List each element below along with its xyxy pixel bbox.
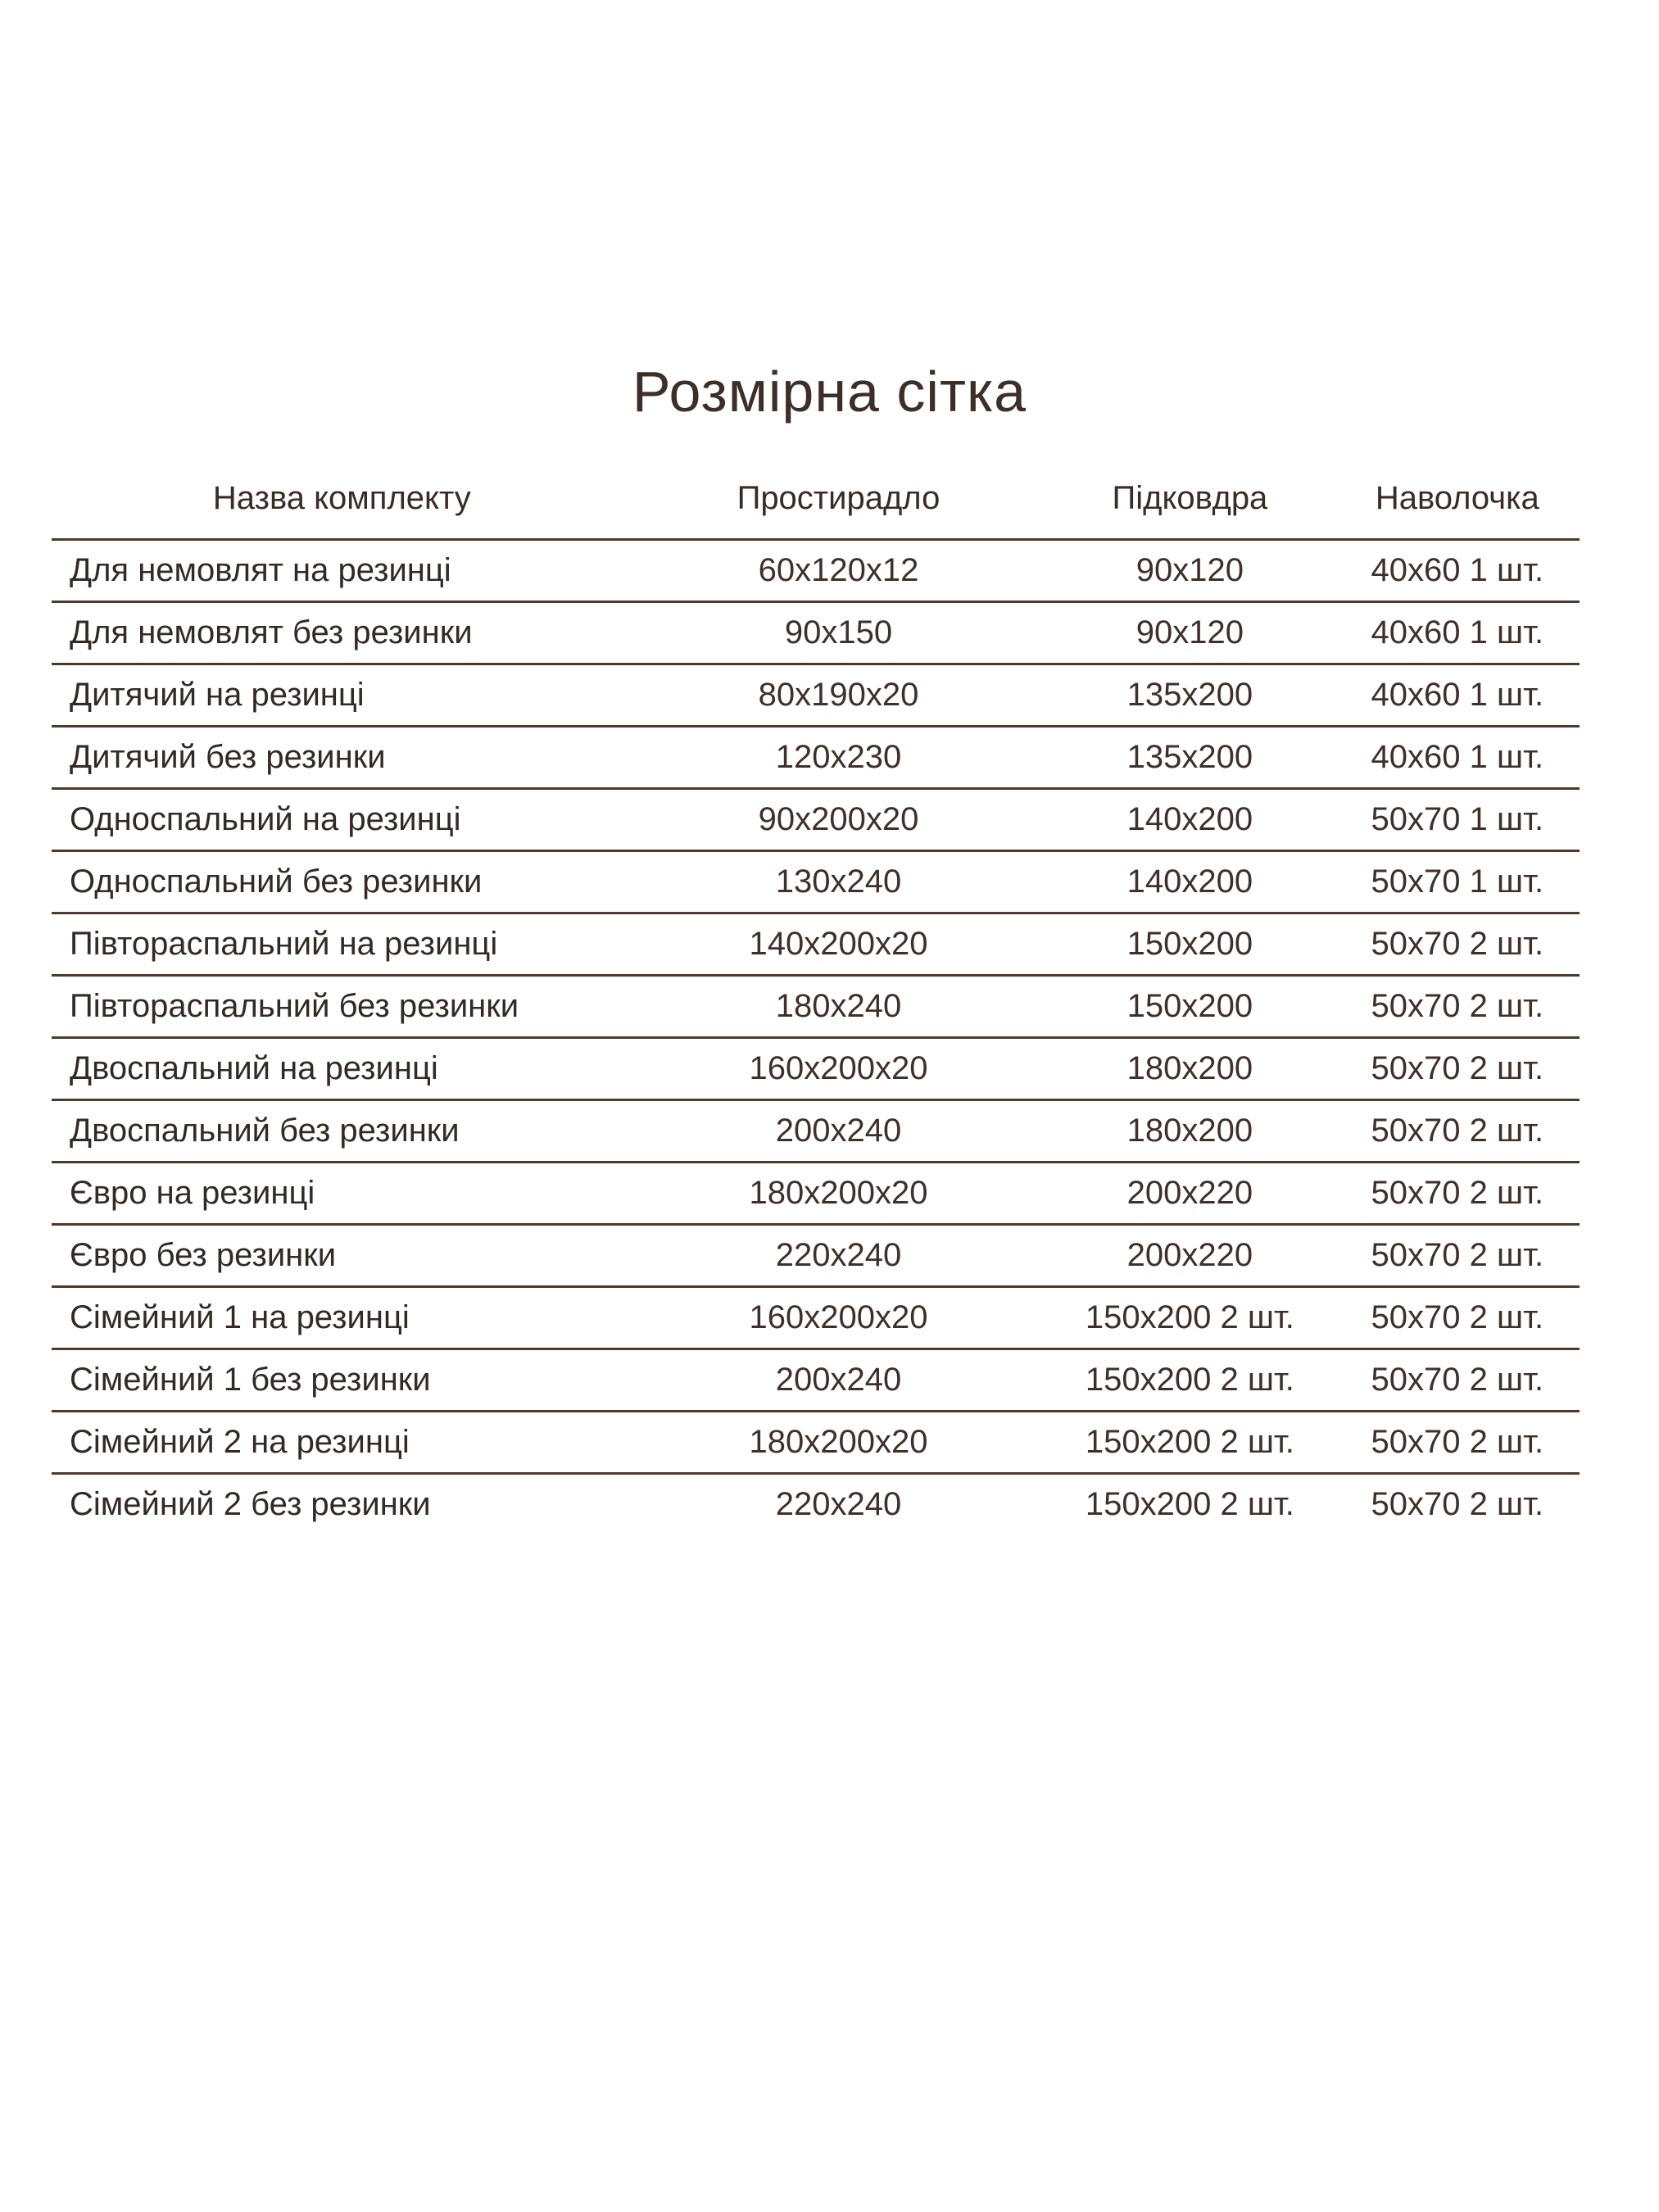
duvet-cover-cell: 135х200 (1126, 676, 1253, 713)
column-header-sheet: Простирадло (737, 480, 941, 517)
pillowcase-cell: 50х70 2 шт. (1371, 1049, 1544, 1086)
pillowcase-cell: 50х70 2 шт. (1371, 1299, 1544, 1335)
pillowcase-cell: 50х70 2 шт. (1371, 1236, 1544, 1273)
table-row (52, 913, 1580, 975)
set-name-cell: Сімейний 2 без резинки (70, 1486, 431, 1523)
pillowcase-cell: 50х70 2 шт. (1371, 1486, 1544, 1523)
pillowcase-cell: 50х70 2 шт. (1371, 1112, 1544, 1149)
table-row (52, 788, 1580, 850)
page-title: Розмірна сітка (632, 360, 1027, 424)
sheet-cell: 120х230 (775, 738, 902, 775)
set-name-cell: Двоспальний на резинці (70, 1049, 438, 1086)
table-body (52, 539, 1580, 1535)
duvet-cover-cell: 200х220 (1126, 1236, 1253, 1273)
set-name-cell: Односпальний на резинці (70, 800, 461, 837)
sheet-cell: 220х240 (775, 1236, 902, 1273)
duvet-cover-cell: 140х200 (1126, 800, 1253, 837)
duvet-cover-cell: 140х200 (1126, 863, 1253, 900)
column-header-duvet-cover: Підковдра (1112, 480, 1268, 517)
set-name-cell: Сімейний 1 без резинки (70, 1361, 431, 1398)
set-name-cell: Євро без резинки (70, 1236, 337, 1273)
set-name-cell: Для немовлят на резинці (70, 551, 451, 588)
set-name-cell: Для немовлят без резинки (70, 614, 473, 650)
sheet-cell: 160х200х20 (749, 1049, 928, 1086)
table-row (52, 975, 1580, 1037)
table-row (52, 539, 1580, 601)
table-row (52, 1224, 1580, 1286)
duvet-cover-cell: 90х120 (1135, 551, 1244, 588)
set-name-cell: Дитячий без резинки (70, 738, 386, 775)
table-row (52, 1099, 1580, 1162)
pillowcase-cell: 40х60 1 шт. (1371, 738, 1544, 775)
duvet-cover-cell: 150х200 (1126, 987, 1253, 1024)
set-name-cell: Двоспальний без резинки (70, 1112, 460, 1149)
sheet-cell: 90х150 (784, 614, 893, 650)
table-header-row (52, 470, 1580, 539)
sheet-cell: 200х240 (775, 1361, 902, 1398)
table-row (52, 1473, 1580, 1535)
pillowcase-cell: 50х70 1 шт. (1371, 800, 1544, 837)
table-row (52, 1286, 1580, 1349)
table-row (52, 726, 1580, 788)
set-name-cell: Односпальний без резинки (70, 863, 483, 900)
duvet-cover-cell: 135х200 (1126, 738, 1253, 775)
duvet-cover-cell: 200х220 (1126, 1174, 1253, 1211)
sheet-cell: 140х200х20 (749, 925, 928, 962)
pillowcase-cell: 50х70 2 шт. (1371, 987, 1544, 1024)
set-name-cell: Дитячий на резинці (70, 676, 365, 713)
pillowcase-cell: 50х70 2 шт. (1371, 1423, 1544, 1460)
column-header-set-name: Назва комплекту (212, 480, 471, 517)
sheet-cell: 60х120х12 (758, 551, 919, 588)
set-name-cell: Півтораспальний без резинки (70, 987, 519, 1024)
pillowcase-cell: 40х60 1 шт. (1371, 676, 1544, 713)
table-row (52, 1411, 1580, 1473)
sheet-cell: 200х240 (775, 1112, 902, 1149)
sheet-cell: 160х200х20 (749, 1299, 928, 1335)
sheet-cell: 220х240 (775, 1486, 902, 1523)
duvet-cover-cell: 180х200 (1126, 1049, 1253, 1086)
sheet-cell: 180х200х20 (749, 1174, 928, 1211)
set-name-cell: Євро на резинці (70, 1174, 315, 1211)
set-name-cell: Півтораспальний на резинці (70, 925, 498, 962)
pillowcase-cell: 40х60 1 шт. (1371, 551, 1544, 588)
table-row (52, 601, 1580, 664)
pillowcase-cell: 40х60 1 шт. (1371, 614, 1544, 650)
table-row (52, 1349, 1580, 1411)
pillowcase-cell: 50х70 2 шт. (1371, 1361, 1544, 1398)
duvet-cover-cell: 150х200 2 шт. (1085, 1486, 1294, 1523)
duvet-cover-cell: 180х200 (1126, 1112, 1253, 1149)
table-row (52, 664, 1580, 726)
sheet-cell: 80х190х20 (758, 676, 919, 713)
sheet-cell: 180х200х20 (749, 1423, 928, 1460)
set-name-cell: Сімейний 2 на резинці (70, 1423, 410, 1460)
table-row (52, 850, 1580, 913)
pillowcase-cell: 50х70 1 шт. (1371, 863, 1544, 900)
sheet-cell: 130х240 (775, 863, 902, 900)
size-table (52, 470, 1580, 1535)
sheet-cell: 90х200х20 (758, 800, 919, 837)
sheet-cell: 180х240 (775, 987, 902, 1024)
pillowcase-cell: 50х70 2 шт. (1371, 1174, 1544, 1211)
duvet-cover-cell: 150х200 2 шт. (1085, 1361, 1294, 1398)
column-header-pillowcase: Наволочка (1375, 480, 1539, 517)
table-row (52, 1037, 1580, 1099)
duvet-cover-cell: 150х200 (1126, 925, 1253, 962)
set-name-cell: Сімейний 1 на резинці (70, 1299, 410, 1335)
pillowcase-cell: 50х70 2 шт. (1371, 925, 1544, 962)
duvet-cover-cell: 150х200 2 шт. (1085, 1423, 1294, 1460)
duvet-cover-cell: 150х200 2 шт. (1085, 1299, 1294, 1335)
duvet-cover-cell: 90х120 (1135, 614, 1244, 650)
table-row (52, 1162, 1580, 1224)
